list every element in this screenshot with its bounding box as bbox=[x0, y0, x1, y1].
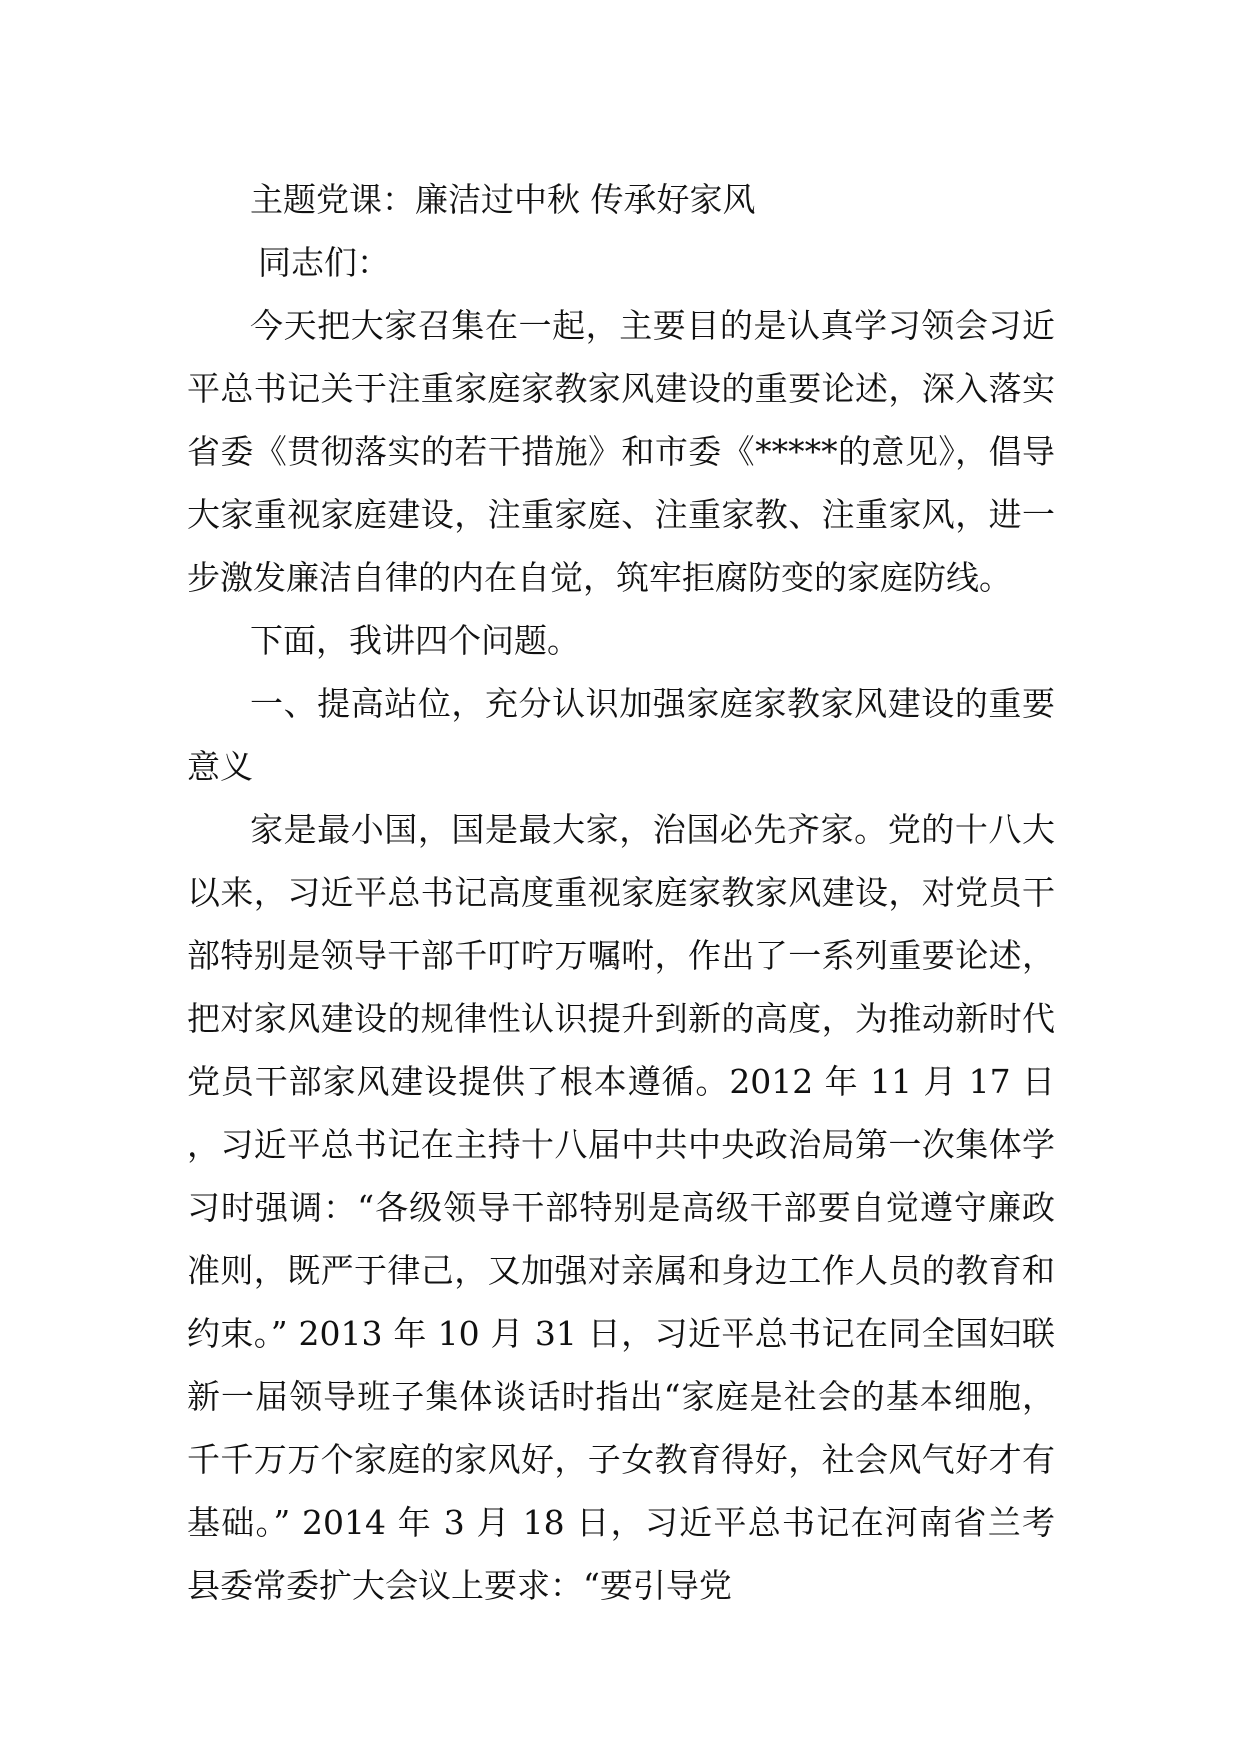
section-heading-1: 一、提高站位，充分认识加强家庭家教家风建设的重要意义 bbox=[187, 684, 1055, 786]
document-title: 主题党课：廉洁过中秋 传承好家风 bbox=[250, 180, 756, 219]
paragraph-outline: 下面，我讲四个问题。 bbox=[250, 621, 580, 660]
document-page bbox=[187, 168, 1055, 1617]
paragraph-body: 家是最小国，国是最大家，治国必先齐家。党的十八大以来，习近平总书记高度重视家庭家教家风建设，对党员干部特别是领导干部千叮咛万嘱咐，作出了一系列重要论述，把对家风建设的规律性认识提升到新的高度，为推动新时代党员干部家风建设提供了根本遵循。2012 年 11 月 17 日，习近平总书记在主持十八届中共中央政治局第一次集体学习时强调：“各级领导干部特别是高级干部要自觉遵守廉政准则，既严于律己，又加强对亲属和身边工作人员的教育和约束。” 2013 年 10 月 31 日，习近平总书记在同全国妇联新一届领导班子集体谈话时指出“家庭是社会的基本细胞，千千万万个家庭的家风好，子女教育得好，社会风气好才有基础。” 2014 年 3 月 18 日，习近平总书记在河南省兰考县委常委扩大会议上要求：“要引导党 bbox=[187, 810, 1055, 1605]
paragraph-intro: 今天把大家召集在一起，主要目的是认真学习领会习近平总书记关于注重家庭家教家风建设的重要论述，深入落实省委《贯彻落实的若干措施》和市委《*****的意见》，倡导大家重视家庭建设，注重家庭、注重家教、注重家风，进一步激发廉洁自律的内在自觉，筑牢拒腐防变的家庭防线。 bbox=[187, 306, 1055, 597]
salutation: 同志们： bbox=[258, 243, 390, 282]
